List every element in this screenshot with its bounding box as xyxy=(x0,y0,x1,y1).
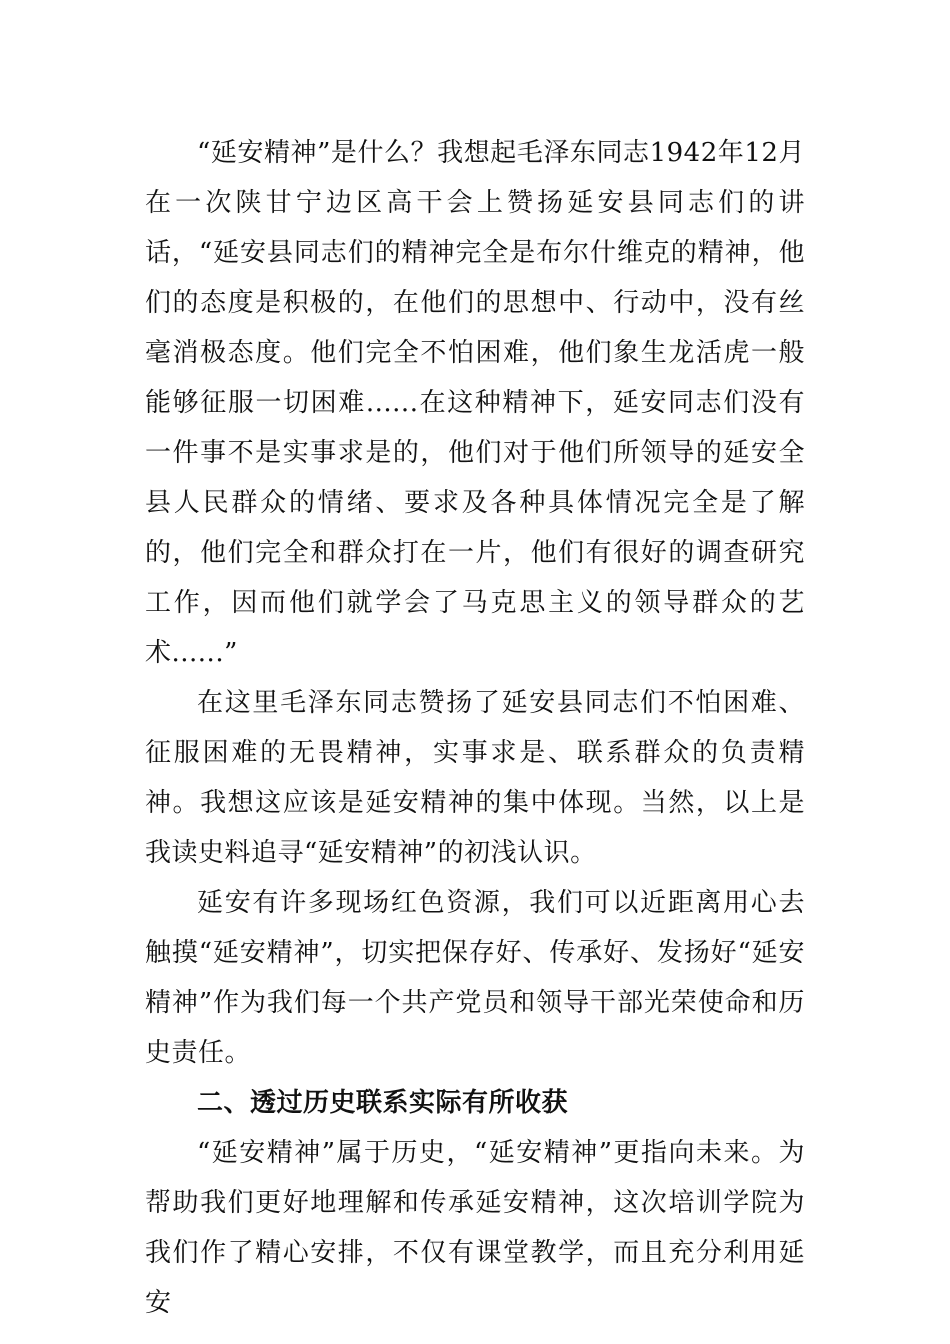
paragraph-4: “延安精神”属于历史，“延安精神”更指向未来。为帮助我们更好地理解和传承延安精神，这次培训学院为我们作了精心安排，不仅有课堂教学，而且充分利用延安 xyxy=(145,1138,805,1318)
paragraph-1: “延安精神”是什么？我想起毛泽东同志1942年12月在一次陕甘宁边区高干会上赞扬延安县同志们的讲话，“延安县同志们的精神完全是布尔什维克的精神，他们的态度是积极的，在他们的思想中、行动中，没有丝毫消极态度。他们完全不怕困难，他们象生龙活虎一般能够征服一切困难......在这种精神下，延安同志们没有一件事不是实事求是的，他们对于他们所领导的延安全县人民群众的情绪、要求及各种具体情况完全是了解的，他们完全和群众打在一片，他们有很好的调查研究工作，因而他们就学会了马克思主义的领导群众的艺术......” xyxy=(145,138,805,668)
paragraph-3: 延安有许多现场红色资源，我们可以近距离用心去触摸“延安精神”，切实把保存好、传承好、发扬好“延安精神”作为我们每一个共产党员和领导干部光荣使命和历史责任。 xyxy=(145,888,805,1068)
paragraph-2: 在这里毛泽东同志赞扬了延安县同志们不怕困难、征服困难的无畏精神，实事求是、联系群众的负责精神。我想这应该是延安精神的集中体现。当然，以上是我读史料追寻“延安精神”的初浅认识。 xyxy=(145,688,805,868)
document-body xyxy=(145,128,805,1328)
section-heading: 二、透过历史联系实际有所收获 xyxy=(197,1088,569,1118)
